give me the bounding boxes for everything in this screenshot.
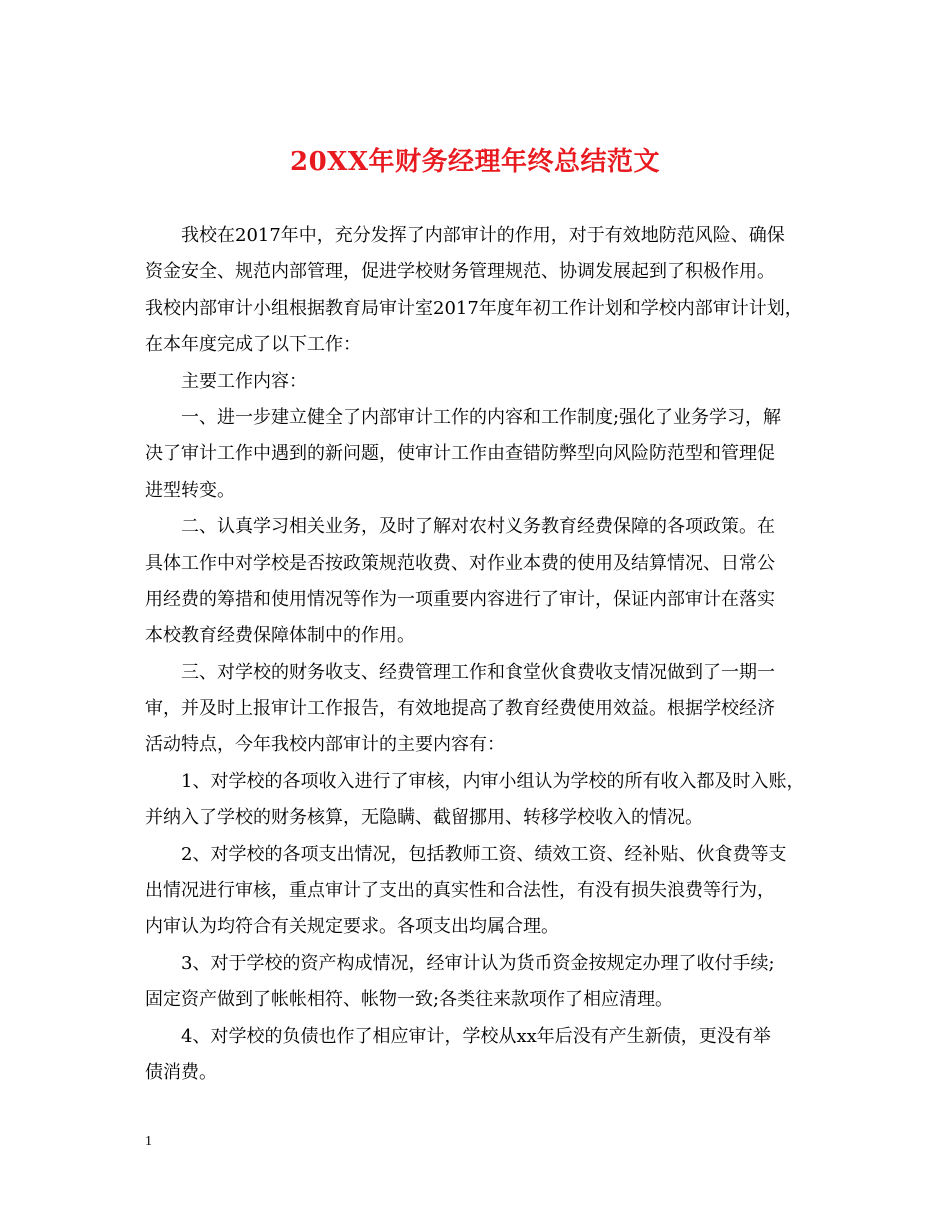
body-line: 主要工作内容：: [181, 370, 307, 392]
body-line: 我校在2017年中，充分发挥了内部审计的作用，对于有效地防范风险、确保: [181, 225, 785, 246]
body-line: 决了审计工作中遇到的新问题，使审计工作由查错防弊型向风险防范型和管理促: [145, 443, 775, 465]
body-line: 固定资产做到了帐帐相符、帐物一致;各类往来款项作了相应清理。: [145, 989, 674, 1011]
body-line: 在本年度完成了以下工作：: [145, 334, 361, 356]
body-line: 3、对于学校的资产构成情况，经审计认为货币资金按规定办理了收付手续;: [181, 952, 775, 974]
body-line: 本校教育经费保障体制中的作用。: [145, 625, 415, 647]
body-line: 三、对学校的财务收支、经费管理工作和食堂伙食费收支情况做到了一期一: [181, 661, 775, 683]
body-line: 内审认为均符合有关规定要求。各项支出均属合理。: [145, 916, 559, 938]
body-line: 用经费的筹措和使用情况等作为一项重要内容进行了审计，保证内部审计在落实: [145, 588, 775, 610]
body-line: 债消费。: [145, 1061, 217, 1083]
body-line: 二、认真学习相关业务，及时了解对农村义务教育经费保障的各项政策。在: [181, 516, 775, 538]
body-line: 进型转变。: [145, 479, 235, 501]
body-line: 并纳入了学校的财务核算，无隐瞒、截留挪用、转移学校收入的情况。: [145, 807, 703, 829]
body-line: 活动特点，今年我校内部审计的主要内容有：: [145, 734, 505, 756]
body-line: 审，并及时上报审计工作报告，有效地提高了教育经费使用效益。根据学校经济: [145, 698, 775, 720]
body-line: 我校内部审计小组根据教育局审计室2017年度年初工作计划和学校内部审计计划，: [145, 297, 803, 319]
body-line: 1、对学校的各项收入进行了审核，内审小组认为学校的所有收入都及时入账，: [181, 770, 805, 792]
body-line: 4、对学校的负债也作了相应审计，学校从xx年后没有产生新债，更没有举: [181, 1025, 771, 1047]
body-line: 具体工作中对学校是否按政策规范收费、对作业本费的使用及结算情况、日常公: [145, 552, 775, 574]
body-line: 资金安全、规范内部管理，促进学校财务管理规范、协调发展起到了积极作用。: [145, 261, 775, 283]
body-line: 2、对学校的各项支出情况，包括教师工资、绩效工资、经补贴、伙食费等支: [181, 843, 787, 865]
body-line: 出情况进行审核，重点审计了支出的真实性和合法性，有没有损失浪费等行为，: [145, 880, 775, 902]
body-line: 一、进一步建立健全了内部审计工作的内容和工作制度;强化了业务学习，解: [181, 406, 782, 428]
document-title: 20XX年财务经理年终总结范文: [289, 147, 661, 177]
page-number: 1: [145, 1134, 152, 1149]
document-body: [145, 218, 815, 1091]
